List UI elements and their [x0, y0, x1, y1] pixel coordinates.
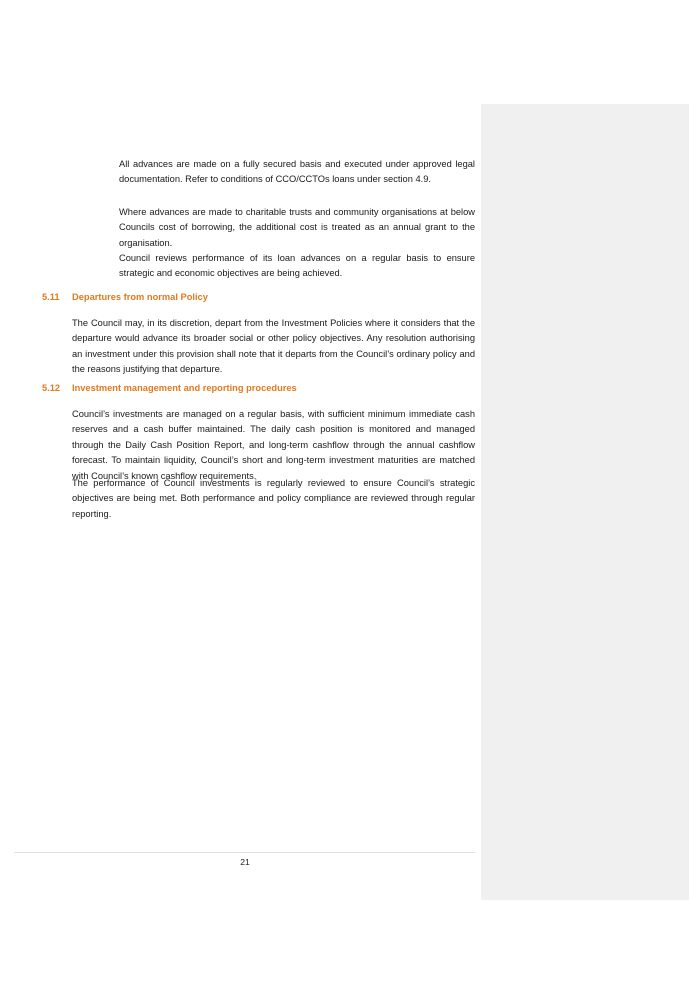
paragraph-investment-management: Council’s investments are managed on a regular basis, with sufficient minimum immediate cash reserves and a cash buffer maintained. The daily cash position is monitored and managed through the Daily Cash Position Report, and long-term cashflow through the annual cashflow forecast. To maintain liquidity, Council’s short and long-term investment maturities are matched with Council’s known cashflow requirements. [72, 409, 475, 481]
section-heading-5-12 [42, 383, 297, 393]
section-heading-5-11 [42, 292, 208, 302]
paragraph-charitable-trusts: Where advances are made to charitable trusts and community organisations at below Councils cost of borrowing, the additional cost is treated as an annual grant to the organisation. [119, 207, 475, 248]
page-number: 21 [240, 857, 250, 867]
paragraph-investment-performance: The performance of Council investments is regularly reviewed to ensure Council’s strategic objectives are being met. Both performance and policy compliance are reviewed through regular reporting. [72, 478, 475, 519]
footer-divider [14, 852, 475, 853]
section-number: 5.12 [42, 383, 61, 393]
paragraph-departures: The Council may, in its discretion, depart from the Investment Policies where it considers that the departure would advance its broader social or other policy objectives. Any resolution authorising an investment under this provision shall note that it departs from the Council’s ordinary policy and the reasons justifying that departure. [72, 318, 475, 375]
paragraph-performance-review: Council reviews performance of its loan advances on a regular basis to ensure strategic and economic objectives are being achieved. [119, 253, 475, 279]
paragraph-secured-advances: All advances are made on a fully secured basis and executed under approved legal documentation. Refer to conditions of CCO/CCTOs loans under section 4.9. [119, 159, 475, 185]
section-number: 5.11 [42, 292, 60, 302]
section-title: Departures from normal Policy [72, 292, 208, 302]
comments-pane[interactable] [481, 104, 689, 900]
section-title: Investment management and reporting procedures [72, 383, 297, 393]
